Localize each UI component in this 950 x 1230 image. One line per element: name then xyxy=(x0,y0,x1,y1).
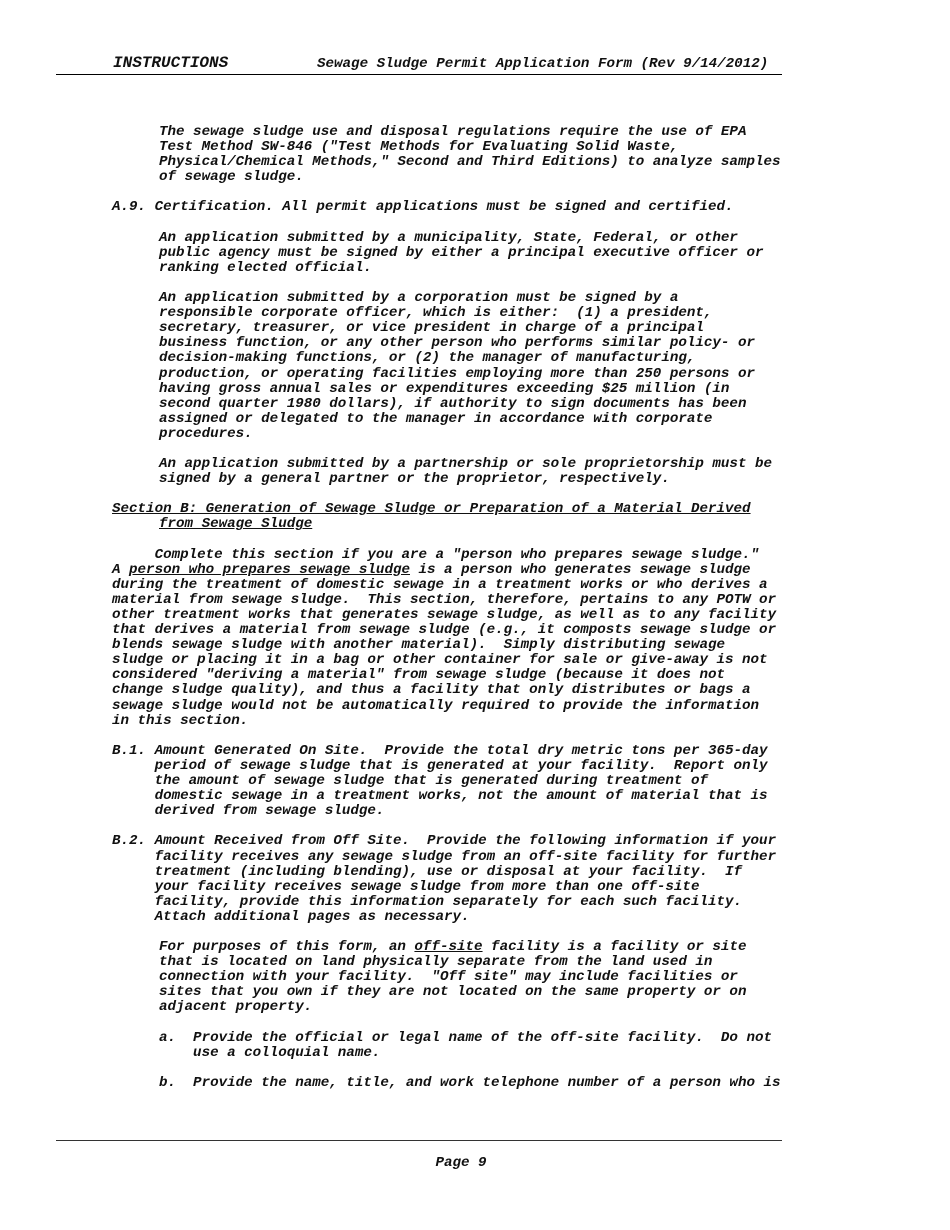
text-line: A person who prepares sewage sludge is a person who generates sewage sludge xyxy=(112,561,751,578)
section-b-heading: Section B: Generation of Sewage Sludge or Preparation of a Material Derived xyxy=(112,501,751,518)
text-line: blends sewage sludge with another material). Simply distributing sewage xyxy=(112,637,725,654)
text-line: public agency must be signed by either a principal executive officer or xyxy=(159,244,764,261)
text-line: that is located on land physically separate from the land used in xyxy=(159,954,713,971)
text-line: other treatment works that generates sewage sludge, as well as to any facility xyxy=(112,607,777,623)
text-line: material from sewage sludge. This section, therefore, pertains to any POTW or xyxy=(112,591,777,608)
text-line: sludge or placing it in a bag or other container for sale or give-away is not xyxy=(112,652,768,669)
text-line: An application submitted by a municipality, State, Federal, or other xyxy=(159,229,738,246)
page-number: Page 9 xyxy=(435,1155,487,1171)
text-line: Complete this section if you are a "person who prepares sewage sludge." xyxy=(112,546,760,563)
text-line: An application submitted by a partnership or sole proprietorship must be xyxy=(159,456,772,473)
text-line: connection with your facility. "Off site" may include facilities or xyxy=(159,969,738,986)
list-item-a xyxy=(112,1031,852,1061)
page-header xyxy=(56,54,782,75)
a9-heading: A.9. Certification. All permit applications must be signed and certified. xyxy=(112,199,734,216)
text-line: sites that you own if they are not located on the same property or on xyxy=(159,984,747,1001)
section-b-heading-continued: from Sewage Sludge xyxy=(159,516,313,533)
text-line: production, or operating facilities employing more than 250 persons or xyxy=(159,365,755,382)
text-line: B.2. Amount Received from Off Site. Provide the following information if your xyxy=(112,833,777,850)
text-line: the amount of sewage sludge that is generated during treatment of xyxy=(112,773,708,790)
text-line: Attach additional pages as necessary. xyxy=(112,908,470,925)
a9-paragraph-1 xyxy=(112,231,852,276)
text-line: ranking elected official. xyxy=(159,259,372,276)
offsite-paragraph xyxy=(112,940,852,1015)
document-body xyxy=(112,125,852,1091)
text-line: having gross annual sales or expenditures exceeding $25 million (in xyxy=(159,380,730,397)
text-line: facility receives any sewage sludge from an off-site facility for further xyxy=(112,848,777,865)
text-line: Test Method SW-846 ("Test Methods for Evaluating Solid Waste, xyxy=(159,139,679,156)
text-line: derived from sewage sludge. xyxy=(112,803,385,820)
text-line: during the treatment of domestic sewage in a treatment works or who derives a xyxy=(112,576,768,593)
text-line: a. Provide the official or legal name of the off-site facility. Do not xyxy=(159,1029,772,1046)
text-line: B.1. Amount Generated On Site. Provide the total dry metric tons per 365-day xyxy=(112,742,768,759)
text-line: The sewage sludge use and disposal regulations require the use of EPA xyxy=(159,124,747,140)
text-line: business function, or any other person who performs similar policy- or xyxy=(159,335,755,352)
text-line: responsible corporate officer, which is either: (1) a president, xyxy=(159,305,713,322)
text-line: procedures. xyxy=(159,425,253,442)
footer-divider xyxy=(56,1140,782,1141)
text-line: decision-making functions, or (2) the manager of manufacturing, xyxy=(159,350,696,367)
text-line: period of sewage sludge that is generated at your facility. Report only xyxy=(112,757,768,774)
header-title: Sewage Sludge Permit Application Form (Rev 9/14/2012) xyxy=(317,56,769,72)
list-item-b xyxy=(112,1076,852,1091)
text-line: in this section. xyxy=(112,712,249,729)
text-line: domestic sewage in a treatment works, not the amount of material that is xyxy=(112,788,768,805)
a9-paragraph-2 xyxy=(112,291,852,442)
defined-term: off-site xyxy=(414,939,483,956)
text-line: change sludge quality), and thus a facility that only distributes or bags a xyxy=(112,682,751,699)
text-line: secretary, treasurer, or vice president in charge of a principal xyxy=(159,320,704,337)
intro-paragraph xyxy=(112,125,852,185)
text-line: adjacent property. xyxy=(159,999,313,1016)
defined-term: person who prepares sewage sludge xyxy=(129,561,410,578)
text-line: An application submitted by a corporation must be signed by a xyxy=(159,290,679,307)
text-line: considered "deriving a material" from sewage sludge (because it does not xyxy=(112,667,725,684)
text-line: treatment (including blending), use or disposal at your facility. If xyxy=(112,863,743,880)
text-line: facility, provide this information separately for each such facility. xyxy=(112,893,743,910)
b1-item xyxy=(112,744,852,819)
text-line: that derives a material from sewage sludge (e.g., it composts sewage sludge or xyxy=(112,622,777,639)
text-line: of sewage sludge. xyxy=(159,169,304,186)
section-b-intro xyxy=(112,548,852,729)
text-line: For purposes of this form, an off-site facility is a facility or site xyxy=(159,939,747,956)
text-line: signed by a general partner or the proprietor, respectively. xyxy=(159,471,670,488)
b2-item xyxy=(112,834,852,925)
a9-paragraph-3 xyxy=(112,457,852,487)
text-line: assigned or delegated to the manager in accordance with corporate xyxy=(159,410,713,427)
text-line: use a colloquial name. xyxy=(159,1044,381,1061)
text-line: your facility receives sewage sludge from more than one off-site xyxy=(112,878,700,895)
text-line: Physical/Chemical Methods," Second and Third Editions) to analyze samples xyxy=(159,154,781,171)
header-label: INSTRUCTIONS xyxy=(113,54,229,72)
text-line: second quarter 1980 dollars), if authority to sign documents has been xyxy=(159,395,747,412)
text-line: sewage sludge would not be automatically required to provide the information xyxy=(112,697,760,714)
text-line: b. Provide the name, title, and work telephone number of a person who is xyxy=(159,1074,781,1091)
